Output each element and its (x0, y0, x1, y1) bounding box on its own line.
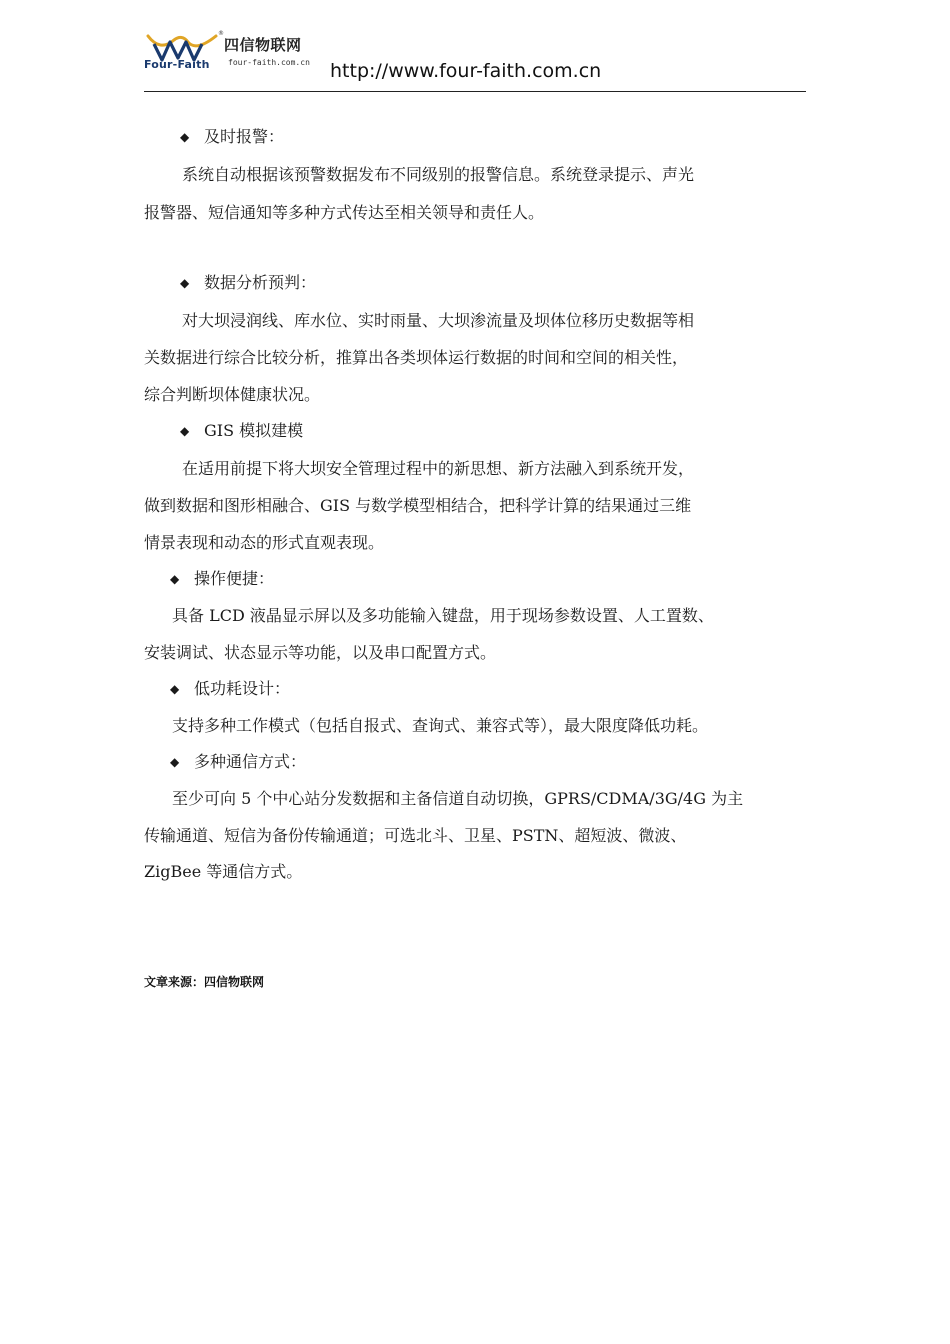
paragraph-line: 做到数据和图形相融合、GIS 与数学模型相结合，把科学计算的结果通过三维 (144, 496, 692, 515)
brand-name-cn: 四信物联网 (224, 36, 302, 54)
article-source: 文章来源：四信物联网 (144, 975, 265, 989)
paragraph-line: 至少可向 5 个中心站分发数据和主备信道自动切换，GPRS/CDMA/3G/4G 为主 (172, 789, 744, 808)
paragraph-line: 支持多种工作模式（包括自报式、查询式、兼容式等），最大限度降低功耗。 (172, 716, 709, 735)
diamond-bullet-icon: ◆ (170, 572, 180, 586)
paragraph-line: 具备 LCD 液晶显示屏以及多功能输入键盘，用于现场参数设置、人工置数、 (172, 606, 714, 625)
paragraph-line: 综合判断坝体健康状况。 (144, 385, 321, 404)
paragraph-line: 在适用前提下将大坝安全管理过程中的新思想、新方法融入到系统开发， (182, 459, 695, 478)
paragraph-line: 传输通道、短信为备份传输通道；可选北斗、卫星、PSTN、超短波、微波、 (144, 826, 687, 845)
diamond-bullet-icon: ◆ (180, 130, 190, 144)
paragraph-line: 关数据进行综合比较分析，推算出各类坝体运行数据的时间和空间的相关性， (144, 348, 689, 367)
paragraph-line: ZigBee 等通信方式。 (144, 862, 303, 881)
section-heading: ◆ 低功耗设计： (170, 679, 291, 698)
brand-name-en: Four-Faith (144, 58, 210, 71)
section-heading: ◆ 数据分析预判： (180, 273, 317, 292)
section-heading: ◆ 及时报警： (180, 127, 285, 146)
paragraph-line: 报警器、短信通知等多种方式传达至相关领导和责任人。 (144, 203, 545, 222)
diamond-bullet-icon: ◆ (170, 755, 180, 769)
section-heading: ◆ 多种通信方式： (170, 752, 307, 771)
section-heading: ◆ GIS 模拟建模 (180, 421, 304, 440)
brand-domain: four-faith.com.cn (228, 58, 310, 67)
diamond-bullet-icon: ◆ (180, 424, 190, 438)
paragraph-line: 系统自动根据该预警数据发布不同级别的报警信息。系统登录提示、声光 (182, 165, 695, 184)
diamond-bullet-icon: ◆ (170, 682, 180, 696)
diamond-bullet-icon: ◆ (180, 276, 190, 290)
page-header (144, 28, 806, 92)
paragraph-line: 对大坝浸润线、库水位、实时雨量、大坝渗流量及坝体位移历史数据等相 (182, 311, 695, 330)
paragraph-line: 情景表现和动态的形式直观表现。 (144, 533, 385, 552)
paragraph-line: 安装调试、状态显示等功能，以及串口配置方式。 (144, 643, 497, 662)
header-url-link[interactable]: http://www.four-faith.com.cn (330, 60, 602, 82)
section-heading: ◆ 操作便捷： (170, 569, 275, 588)
registered-mark: ® (218, 30, 224, 37)
